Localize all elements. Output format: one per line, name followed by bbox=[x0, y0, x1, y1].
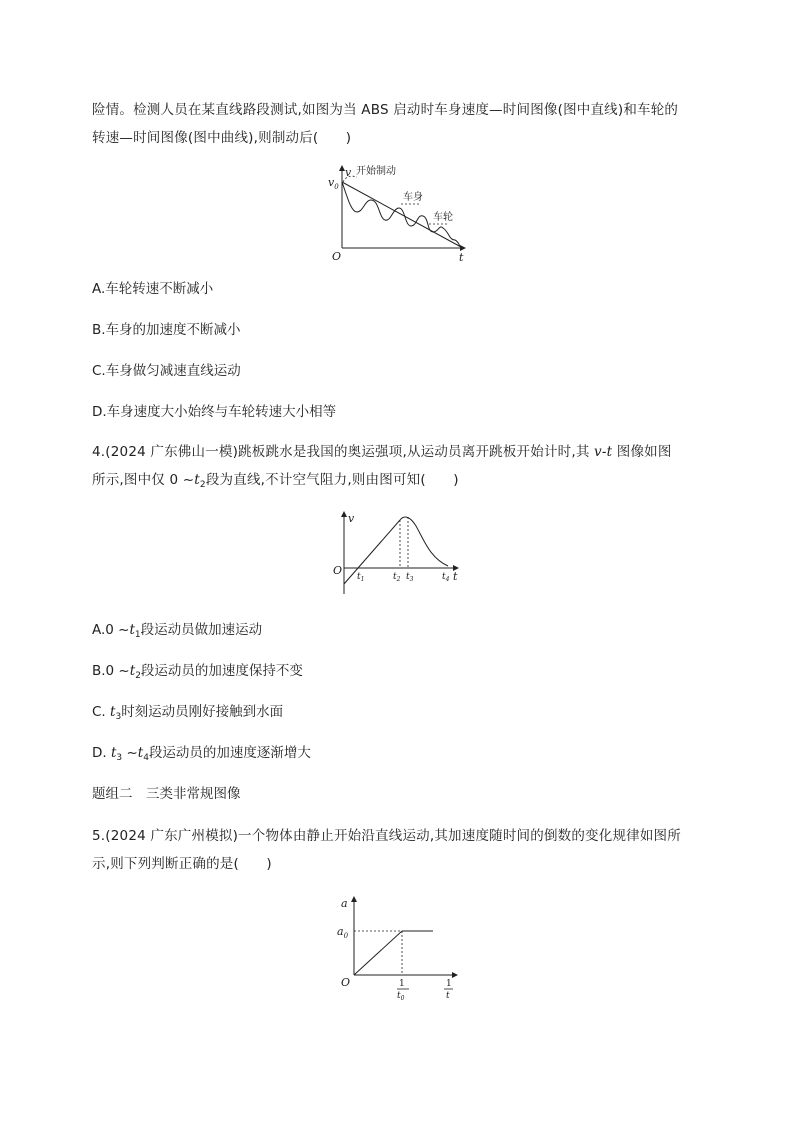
q3-brake-label: 开始制动 bbox=[356, 166, 396, 177]
q3-wheel-label: 车轮 bbox=[433, 212, 453, 223]
q3-stem bbox=[92, 96, 707, 152]
q4-t-label: t bbox=[453, 570, 458, 583]
q3-t-label: t bbox=[459, 251, 464, 264]
q5-a0-label: $a_0$ bbox=[337, 925, 349, 940]
q4-figure bbox=[330, 508, 470, 598]
q5-figure bbox=[333, 893, 468, 1003]
q4-option-d: D. $t_3$ $\sim t_4$段运动员的加速度逐渐增大 bbox=[92, 745, 311, 763]
svg-text:1: 1 bbox=[399, 979, 405, 989]
q4-velocity-curve bbox=[400, 517, 448, 566]
q5-x-axis-label bbox=[444, 979, 453, 1001]
q3-v0-label: $v_0$ bbox=[328, 176, 339, 191]
q3-option-d: D.车身速度大小始终与车轮转速大小相等 bbox=[92, 404, 337, 420]
q3-option-c: C.车身做匀减速直线运动 bbox=[92, 363, 241, 379]
q5-stem-line1: 5.(2024 广东广州模拟)一个物体由静止开始沿直线运动,其加速度随时间的倒数的变化规律如图所 bbox=[92, 828, 681, 844]
q3-stem-line1: 险情。检测人员在某直线路段测试,如图为当 ABS 启动时车身速度—时间图像(图中直线)和车轮的 bbox=[92, 102, 679, 118]
q4-tick-t3: $t_3$ bbox=[406, 572, 414, 583]
q3-option-b: B.车身的加速度不断减小 bbox=[92, 322, 241, 338]
q4-option-a: A.0 $\sim t_1$段运动员做加速运动 bbox=[92, 622, 263, 640]
q4-stem bbox=[92, 438, 707, 499]
q4-option-c: C. $t_3$时刻运动员刚好接触到水面 bbox=[92, 704, 284, 722]
q5-tick-1-over-t0 bbox=[397, 979, 409, 1002]
q4-tick-t4: $t_4$ bbox=[442, 572, 450, 583]
q3-v-label: v bbox=[345, 166, 352, 179]
q4-option-b: B.0 $\sim t_2$段运动员的加速度保持不变 bbox=[92, 663, 303, 681]
section-title: 题组二 三类非常规图像 bbox=[92, 786, 241, 802]
q4-stem-line2: 所示,图中仅 0 $\sim t_2$段为直线,不计空气阻力,则由图可知( ) bbox=[92, 472, 459, 490]
svg-text:t: t bbox=[446, 991, 450, 1001]
q4-origin-label: O bbox=[333, 564, 343, 577]
svg-text:1: 1 bbox=[446, 979, 452, 989]
q3-option-a: A.车轮转速不断减小 bbox=[92, 281, 214, 297]
q4-tick-t1: $t_1$ bbox=[357, 572, 365, 583]
q3-body-label: 车身 bbox=[403, 192, 423, 203]
q5-stem-line2: 示,则下列判断正确的是( ) bbox=[92, 856, 272, 872]
svg-text:t0: $t_0$ bbox=[397, 991, 405, 1002]
q5-origin-label: O bbox=[341, 976, 351, 989]
q4-v-label: v bbox=[348, 512, 355, 525]
q5-a-label: a bbox=[341, 897, 348, 910]
q5-stem bbox=[92, 822, 707, 878]
q3-origin-label: O bbox=[332, 250, 342, 263]
q4-stem-line1: 4.(2024 广东佛山一模)跳板跳水是我国的奥运强项,从运动员离开跳板开始计时,其 v-t 图像如图 bbox=[92, 444, 672, 460]
q5-ramp-line bbox=[354, 931, 402, 975]
q3-figure bbox=[325, 160, 475, 265]
q3-stem-line2: 转速—时间图像(图中曲线),则制动后( ) bbox=[92, 130, 352, 146]
q4-tick-t2: $t_2$ bbox=[393, 572, 401, 583]
q4-velocity-line bbox=[344, 520, 400, 584]
